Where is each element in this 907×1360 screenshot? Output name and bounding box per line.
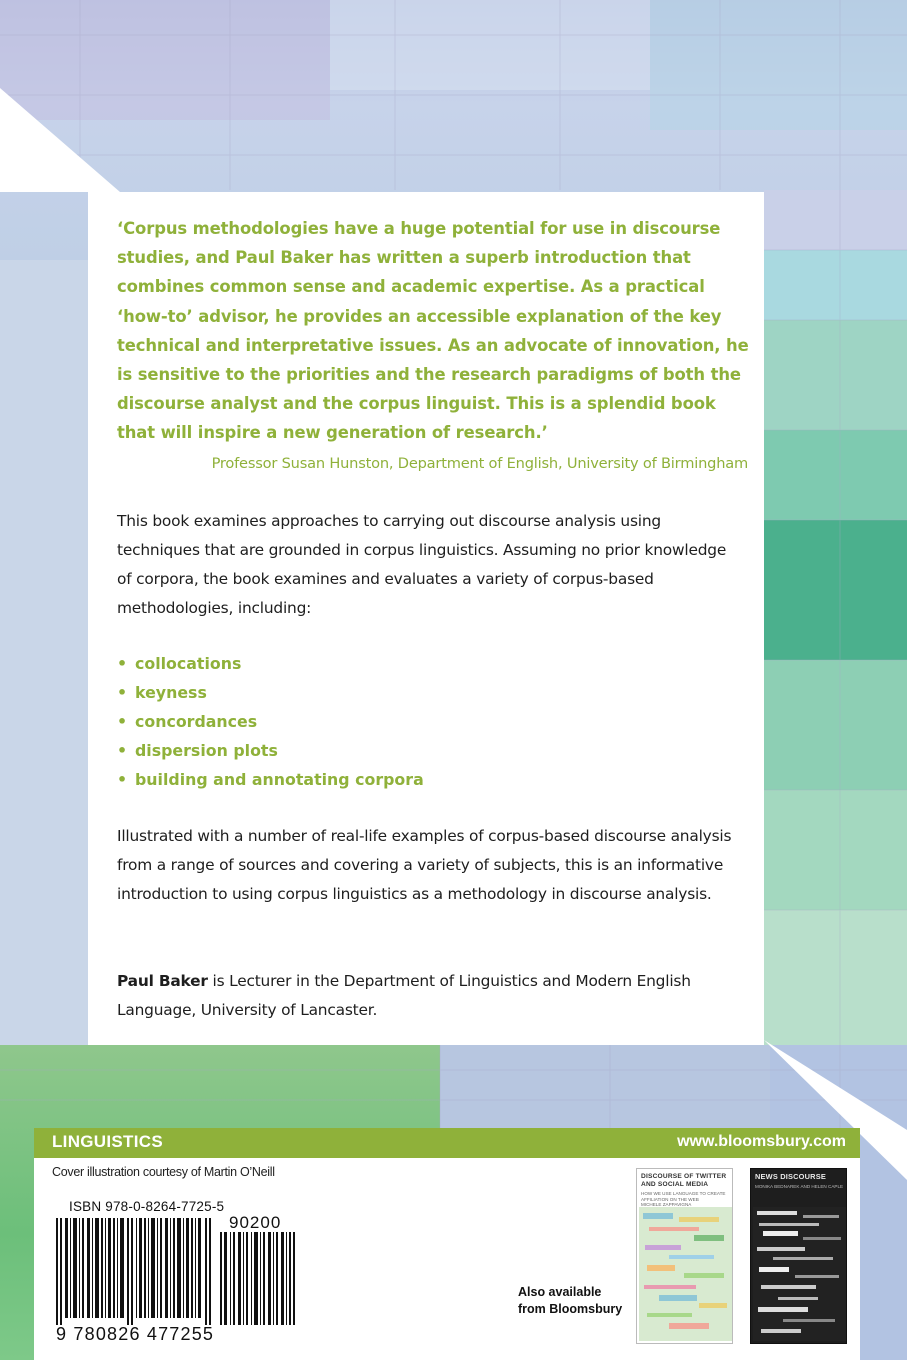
related-book-subtitle: MONIKA BEDNAREK AND HELEN CAPLE (755, 1184, 844, 1189)
description-intro: This book examines approaches to carrying out discourse analysis using techniques that are grounded in corpus linguistics. Assuming no prior knowledge of corpora, the book examines and evaluates a variety of corpus-based methodologies, including: (117, 512, 727, 617)
endorsement-quote: ‘Corpus methodologies have a huge potential for use in discourse studies, and Paul Baker has written a superb introduction that combines common sense and academic expertise. As a practical ‘how-to’ advisor, he provides an accessible explanation of the key technical and interpretative issues. As an advocate of innovation, he is sensitive to the priorities and the research paradigms of both the discourse analyst and the corpus linguist. This is a splendid book that will inspire a new generation of research.’ (117, 219, 749, 443)
related-book-title: DISCOURSE OF TWITTER AND SOCIAL MEDIA (641, 1173, 727, 1188)
related-book-title: NEWS DISCOURSE (755, 1172, 826, 1181)
also-available-line: Also available (518, 1285, 602, 1299)
price-code: 90200 (229, 1213, 282, 1232)
category-band (34, 1128, 860, 1158)
related-book-news (750, 1168, 847, 1344)
endorsement-attribution: Professor Susan Hunston, Department of English, University of Birmingham (211, 455, 748, 472)
ean-number: 9 780826 477255 (56, 1324, 215, 1344)
ean-barcode (56, 1218, 212, 1325)
book-cover-art (753, 1207, 846, 1341)
cover-credit: Cover illustration courtesy of Martin O’Neill (52, 1165, 275, 1179)
list-item: • keyness (117, 683, 207, 702)
list-item: • concordances (117, 712, 258, 731)
description-outro: Illustrated with a number of real-life examples of corpus-based discourse analysis from a range of sources and covering a variety of subjects, this is an informative introduction to using corpus linguistics as a methodology in discourse analysis. (117, 827, 732, 903)
author-name: Paul Baker (117, 972, 208, 990)
related-book-subtitle: HOW WE USE LANGUAGE TO CREATE AFFILIATION ON THE WEB MICHELE ZAPPAVIGNA (641, 1191, 726, 1207)
publisher-website: www.bloomsbury.com (677, 1133, 846, 1150)
book-cover-art (639, 1207, 732, 1341)
author-bio (117, 967, 737, 1025)
also-available-note (518, 1284, 622, 1318)
list-item: • building and annotating corpora (117, 770, 424, 789)
price-barcode (220, 1232, 296, 1325)
isbn-label: ISBN 978-0-8264-7725-5 (69, 1199, 225, 1214)
related-book-twitter (636, 1168, 733, 1344)
also-available-line: from Bloomsbury (518, 1302, 623, 1316)
list-item: • dispersion plots (117, 741, 278, 760)
author-bio-text: is Lecturer in the Department of Linguistics and Modern English Language, University of Lancaster. (117, 972, 691, 1019)
list-item: • collocations (117, 654, 242, 673)
category-label: LINGUISTICS (52, 1132, 163, 1151)
methodology-list (117, 649, 424, 794)
